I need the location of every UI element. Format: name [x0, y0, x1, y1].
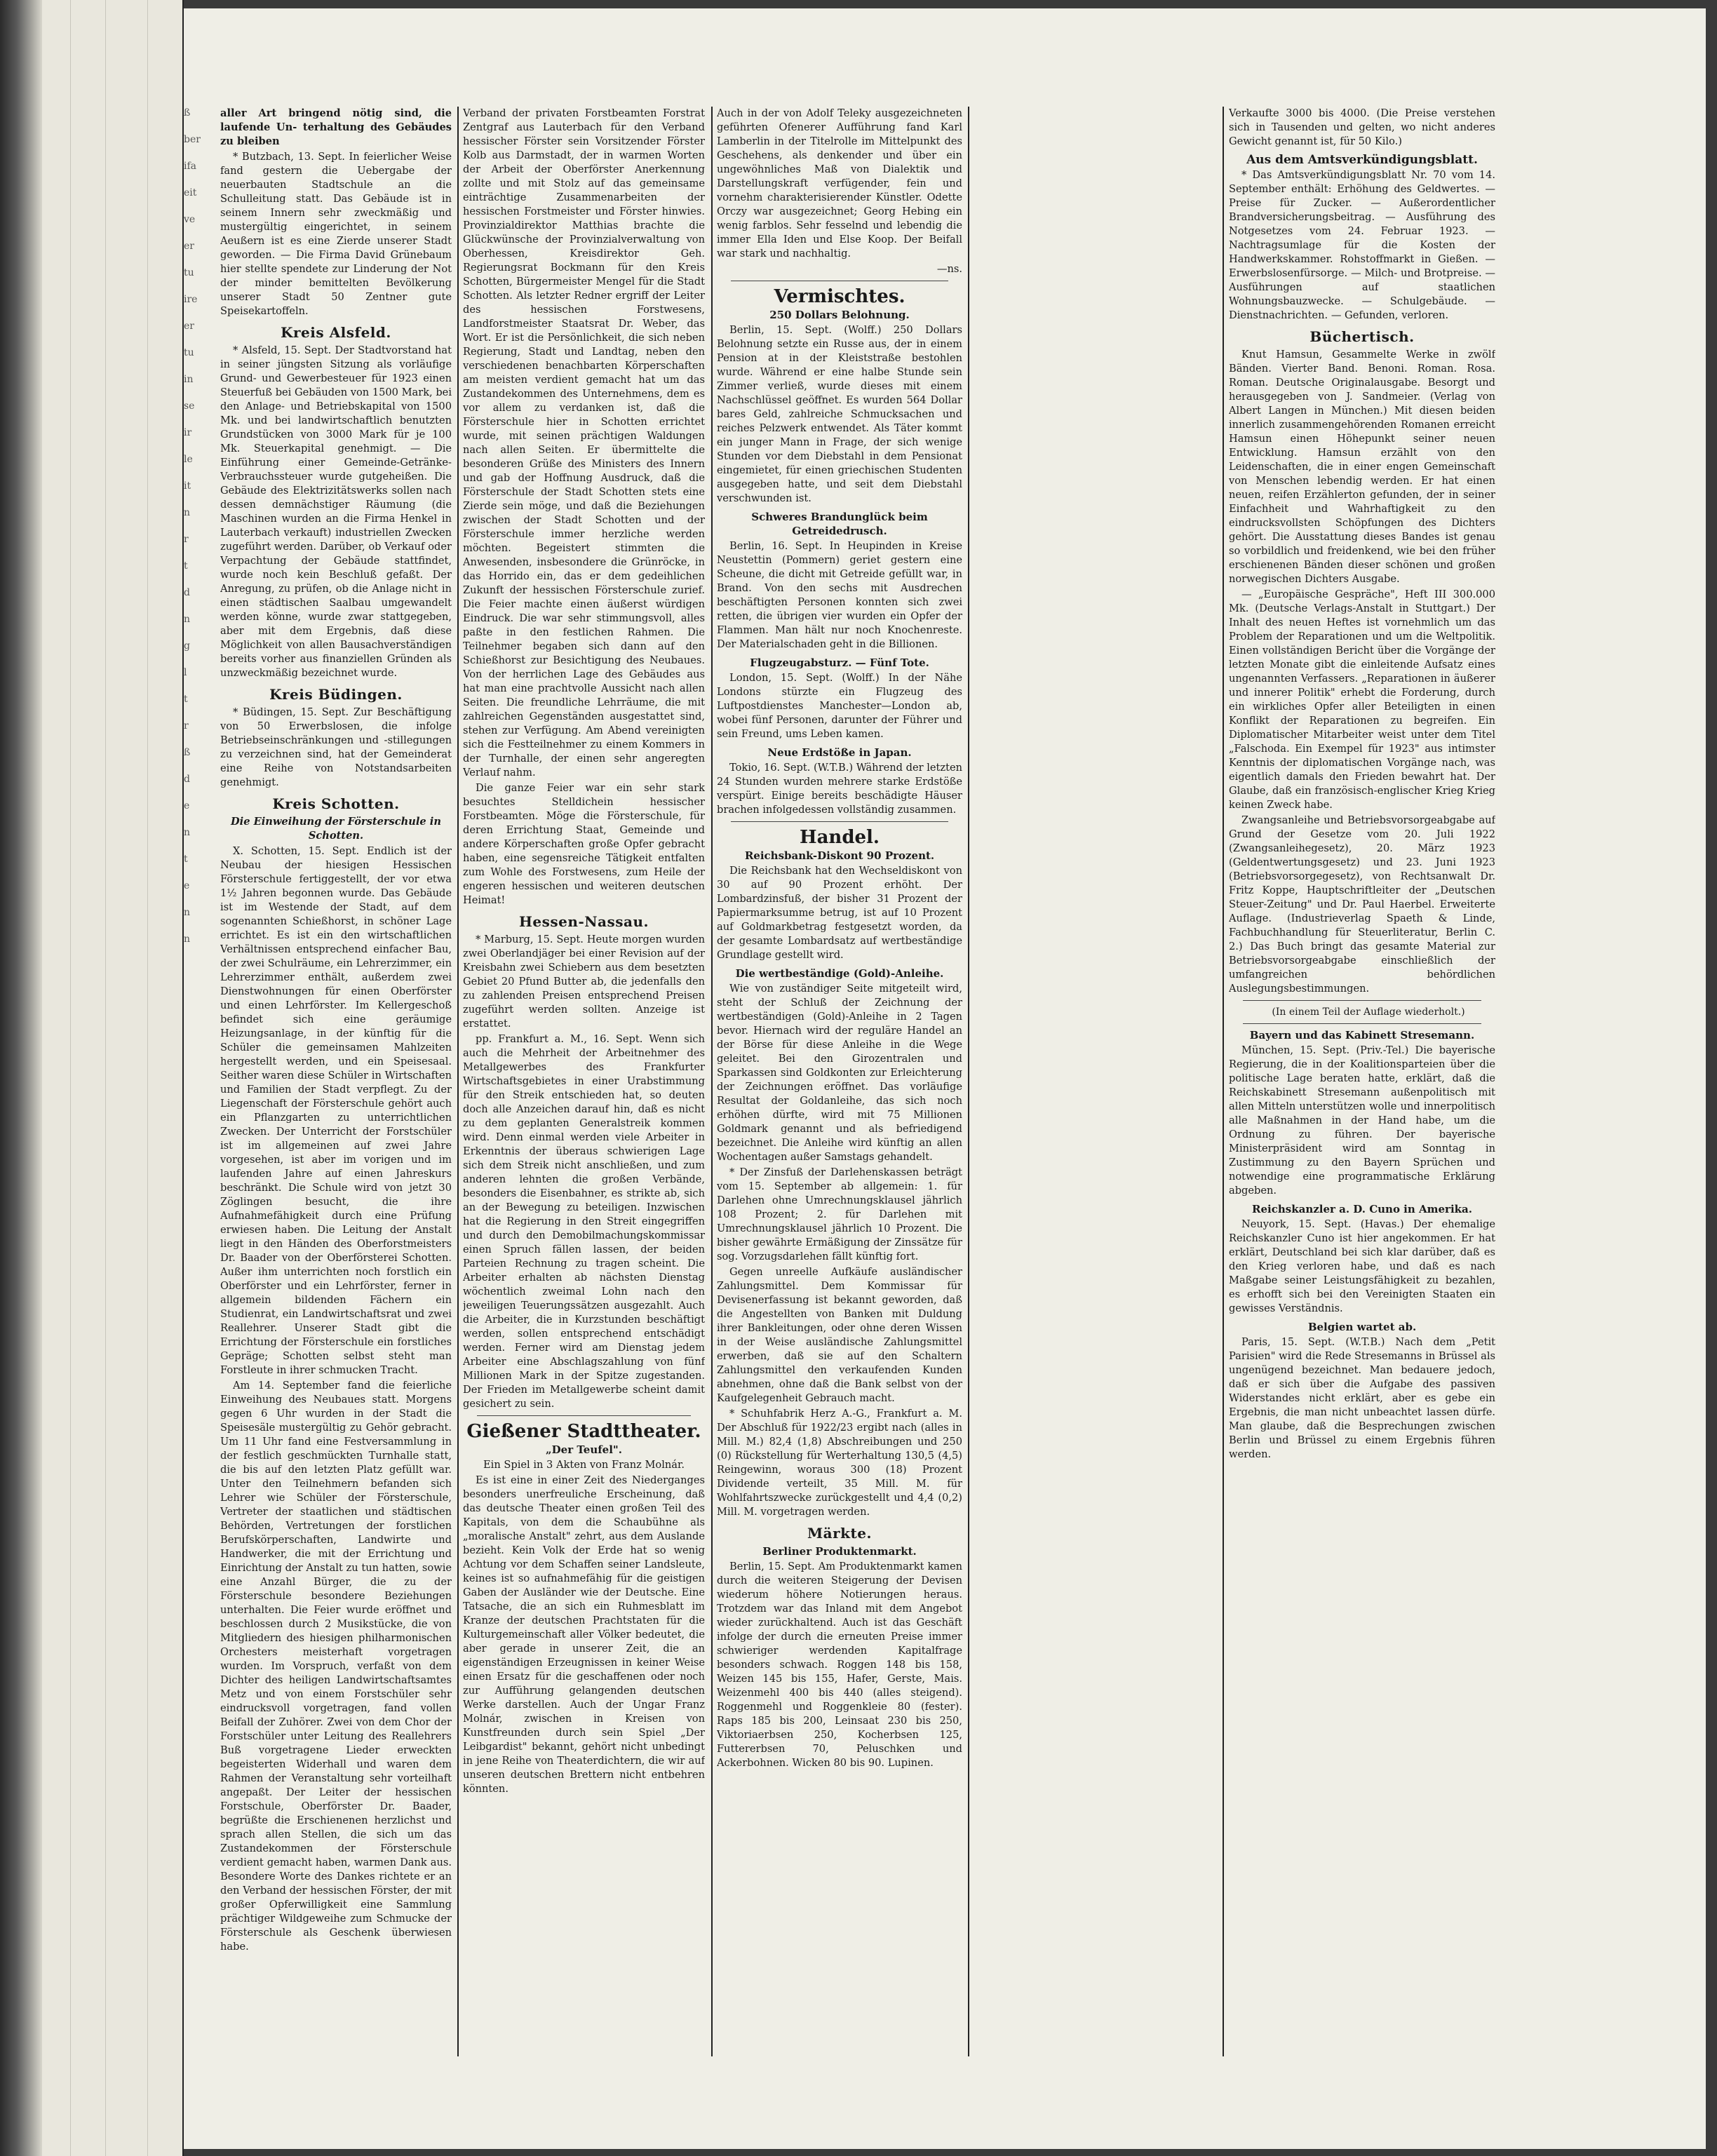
article-text: Berlin, 15. Sept. Am Produktenmarkt kamen durch die weiteren Steigerung der Devisen wiederum höhere Notierungen heraus. Trotzdem war das Inland mit dem Angebot wieder zurückhaltend. Auch ist das Geschäft infolge der durch die erneuten Preise immer schwieriger werdenden Kapitalfrage besonders schwach. Roggen 148 bis 158, Weizen 145 bis 155, Hafer, Gerste, Mais. Weizenmehl 400 bis 440 (alles steigend). Roggenmehl und Roggenkleie 80 (fester). Raps 185 bis 200, Leinsaat 230 bis 250, Viktoriaerbsen 250, Kocherbsen 125, Futtererbsen 70, Peluschken und Ackerbohnen. Wicken 80 bis 90. Lupinen.: [717, 1561, 962, 1769]
edge-letter: e: [184, 880, 190, 891]
section-heading: Märkte.: [807, 1525, 872, 1542]
article-text: pp. Frankfurt a. M., 16. Sept. Wenn sich auch die Mehrheit der Arbeitnehmer des Metallgewerbes des Frankfurter Wirtschaftsgebietes in einer Urabstimmung für den Streik entschieden hat, so deuten doch alle Anzeichen darauf hin, daß es nicht zu dem geplanten Generalstreik kommen wird. Denn einmal werden viele Arbeiter in Erkenntnis der überaus schwierigen Lage sich dem Streik nicht anschließen, und zum anderen lehnten die großen Verbände, besonders die Eisenbahner, es strikte ab, sich an der Bewegung zu beteiligen. Inzwischen hat die Regierung in den Streit eingegriffen und durch den Demobilmachungskommissar einen Spruch fällen lassen, der beiden Parteien Rechnung zu tragen scheint. Die Arbeiter erhalten ab nächsten Dienstag wöchentlich zweimal Lohn nach den jeweiligen Teuerungssätzen ausgezahlt. Auch die Arbeiter, die in Kurzstunden beschäftigt werden, sollen entsprechend entschädigt werden. Ferner wird am Dienstag jedem Arbeiter eine Abschlagszahlung von fünf Millionen Mark in der Spitze zugestanden. Der Frieden im Metallgewerbe scheint damit gesichert zu sein.: [463, 1033, 705, 1410]
edge-letter: ber: [184, 134, 201, 145]
divider: [1243, 1000, 1481, 1001]
edge-letter: tu: [184, 347, 194, 358]
article-text: Knut Hamsun, Gesammelte Werke in zwölf Bänden. Vierter Band. Benoni. Roman. Rosa. Roman. Deutsche Originalausgabe. Besorgt und herausgegeben von J. Sandmeier. (Verlag von Albert Langen in München.) Mit diesen beiden innerlich zusammengehörenden Romanen erreicht Hamsun einen Höhepunkt seiner neuen Entwicklung. Hamsun erzählt von den Leidenschaften, die in einer engen Gemeinschaft von Menschen lebendig werden. Er hat einen neuen, reifen Erzählerton gefunden, der in seiner Einfachheit und Wahrhaftigkeit zu den eindrucksvollsten Schöpfungen des Dichters gehört. Die Ausstattung dieses Bandes ist genau so vorbildlich und freidenkend, wie bei den früher erschienenen Bänden dieser schönen und großen norwegischen Dichters Ausgabe.: [1229, 349, 1495, 585]
column-4: [1229, 107, 1495, 2056]
edge-letter: g: [184, 640, 190, 652]
article-subheading: Die Einweihung der Försterschule in Schotten.: [231, 816, 441, 842]
article-text: * Das Amtsverkündigungsblatt Nr. 70 vom 14. September enthält: Erhöhung des Geldwertes. — Preise für Zucker. — Außerordentlicher Brandversicherungsbeitrag. — Ausführung des Notgesetzes vom 24. Februar 1923. — Nachtragsumlage für die Kosten der Handwerkskammer. Rohstoffmarkt in Gießen. — Erwerbslosenfürsorge. — Milch- und Brotpreise. — Ausführungen auf staatlichen Wohnungsbauzwecke. — Schulgebäude. — Dienstnachrichten. — Gefunden, verloren.: [1229, 169, 1495, 321]
divider: [731, 821, 948, 822]
article-text: * Schuhfabrik Herz A.-G., Frankfurt a. M. Der Abschluß für 1922/23 ergibt nach (alles in Mill. M.) 82,4 (1,8) Abschreibungen und 250 (0) Rückstellung für Werterhaltung 130,5 (4,5) Reingewinn, woraus 300 (18) Prozent Dividende verteilt, 35 Mill. M. für Wohlfahrtszwecke zurückgestellt und 4,4 (0,2) Mill. M. vorgetragen werden.: [717, 1408, 962, 1518]
edge-letter: er: [184, 241, 194, 252]
section-heading: Aus dem Amtsverkündigungsblatt.: [1246, 153, 1478, 167]
article-subheading: Flugzeugabsturz. — Fünf Tote.: [750, 656, 929, 669]
edge-letter: er: [184, 321, 194, 332]
edge-letter: ve: [184, 214, 196, 225]
section-heading: Büchertisch.: [1309, 328, 1415, 345]
edge-letter: le: [184, 454, 193, 465]
scanner-frame-left: [0, 0, 42, 2156]
edge-letter: t: [184, 854, 188, 865]
article-subheading: Reichskanzler a. D. Cuno in Amerika.: [1252, 1203, 1472, 1215]
article-subheading: Die wertbeständige (Gold)-Anleihe.: [735, 967, 944, 980]
article-text: aller Art bringend nötig sind, die laufende Un- terhaltung des Gebäudes zu bleiben: [220, 107, 452, 147]
article-text: Wie von zuständiger Seite mitgeteilt wird, steht der Schluß der Zeichnung der wertbeständigen (Gold)-Anleihe in 2 Tagen bevor. Hiernach wird der reguläre Handel an der Börse für diese Anleihe in die Wege geleitet. Bei den Girozentralen und Sparkassen sind Goldkonten zur Erleichterung der Zeichnungen eröffnet. Das vorläufige Resultat der Goldanleihe, das sich noch erhöhen dürfte, wird mit 75 Millionen Goldmark genannt und als befriedigend bezeichnet. Die Anleihe wird künftig an allen Wochentagen außer Samstags gehandelt.: [717, 983, 962, 1163]
column-rule: [711, 107, 713, 2056]
article-text: München, 15. Sept. (Priv.-Tel.) Die bayerische Regierung, die in der Koalitionsparteien über die politische Lage beraten hatte, erklärt, daß die Reichskabinett Stresemann außenpolitisch mit allen Mitteln unterstützen wolle und innerpolitisch alle Maßnahmen in der Hand habe, um die Ordnung zu führen. Der bayerische Ministerpräsident wird am Sonntag in Zustimmung zu den Bayern Sprüchen und notwendige eine programmatische Erklärung abgeben.: [1229, 1044, 1495, 1197]
article-text: Die Reichsbank hat den Wechseldiskont von 30 auf 90 Prozent erhöht. Der Lombardzinsfuß, der bisher 31 Prozent der Papiermarksumme betrug, ist auf 10 Prozent auf Goldmarkbetrag festgesetzt worden, da der gesamte Lombardsatz auf wertbeständige Grundlage gestellt wird.: [717, 865, 962, 961]
article-text: Verband der privaten Forstbeamten Forstrat Zentgraf aus Lauterbach für den Verband hessischer Förster sein Vorsitzender Förster Kolb aus Darmstadt, der in warmen Worten der Arbeit der Oberförster Anerkennung zollte und mit Stolz auf das gemeinsame einträchtige Zusammenarbeiten der hessischen Forstmeister und Förster hinwies. Provinzialdirektor Matthias brachte die Glückwünsche der Provinzialverwaltung von Oberhessen, Kreisdirektor Geh. Regierungsrat Bockmann für den Kreis Schotten, Bürgermeister Mengel für die Stadt Schotten. Als letzter Redner ergriff der Leiter des hessischen Forstwesens, Landforstmeister Staatsrat Dr. Weber, das Wort. Er ist die Persönlichkeit, die sich neben Regierung, Stadt und Landtag, neben den verschiedenen benachbarten Körperschaften am meisten verdient gemacht hat um das Zustandekommen des Unternehmens, dem es vor allem zu verdanken ist, daß die Försterschule hier in Schotten errichtet wurde, mit seinen prächtigen Waldungen nach allen Seiten. Er übermittelte die besonderen Grüße des Ministers des Innern und gab der Hoffnung Ausdruck, daß die Försterschule der Stadt Schotten stets eine Zierde sein möge, und daß die Beziehungen zwischen der Stadt Schotten und der Försterschule immer herzliche werden möchten. Begeistert stimmten die Anwesenden, insbesondere die Grünröcke, in das Horrido ein, das er dem gedeihlichen Zukunft der hessischen Försterschule zurief. Die Feier machte einen äußerst würdigen Eindruck. Die war sehr stimmungsvoll, alles paßte in den festlichen Rahmen. Die Teilnehmer begaben sich dann auf den Schießhorst zur Besichtigung des Neubaues. Von der herrlichen Lage des Gebäudes aus hat man eine prachtvolle Aussicht nach allen Seiten. Die freundliche Lehrräume, die mit zahlreichen Gegenständen ausgestattet sind, stehen zur Verfügung. Am Abend vereinigten sich die Festteilnehmer zu einem Kommers in der Turnhalle, der einen sehr angeregten Verlauf nahm.: [463, 107, 705, 779]
edge-letter: d: [184, 587, 190, 598]
edge-letter: in: [184, 374, 194, 385]
article-text: * Marburg, 15. Sept. Heute morgen wurden zwei Oberlandjäger bei einer Revision auf der Kreisbahn zwei Schiebern aus dem besetzten Gebiet 20 Pfund Butter ab, die jedenfalls den zu zahlenden Preisen entsprechend Preisen zugeführt werden sollten. Anzeige ist erstattet.: [463, 934, 705, 1030]
edge-letter: ir: [184, 427, 192, 438]
edge-letter: d: [184, 774, 190, 785]
edge-letter: ß: [184, 747, 191, 758]
section-heading: Kreis Schotten.: [272, 795, 400, 812]
article-text: Auch in der von Adolf Teleky ausgezeichneten geführten Ofenerer Aufführung fand Karl Lamberlin in der Titelrolle im Mittelpunkt des Geschehens, als denkender und über ein ungewöhnliches Maß von Dialektik und Darstellungskraft verfügender, fein und vornehm charakterisierender Künstler. Odette Orczy war ausgezeichnet; Georg Hebing ein wenig farblos. Sehr fesselnd und lebendig die immer Ella Iden und Else Koop. Der Beifall war stark und nachhaltig.: [717, 107, 962, 260]
play-title: „Der Teufel".: [546, 1443, 622, 1456]
article-text: Am 14. September fand die feierliche Einweihung des Neubaues statt. Morgens gegen 6 Uhr wurden in der Stadt die Speisesäle mustergültig zu Gehör gebracht. Um 11 Uhr fand eine Festversammlung in der festlich geschmückten Turnhalle statt, die bis auf den letzten Platz gefüllt war. Unter den Teilnehmern befanden sich Lehrer wie Schüler der Försterschule, Vertreter der staatlichen und städtischen Behörden, Vertretungen der forstlichen Berufskörperschaften, Landwirte und Handwerker, die mit der Errichtung und Einrichtung der Anstalt zu tun hatten, sowie eine Anzahl Bürger, die zu der Försterschule besondere Beziehungen unterhalten. Die Feier wurde eröffnet und beschlossen durch 2 Musikstücke, die von Mitgliedern des hiesigen philharmonischen Orchesters meisterhaft vorgetragen wurden. Im Vorspruch, verfaßt von dem Dichter des heiligen Landwirtschaftsamtes Metz und von einem Forstschüler sehr eindrucksvoll vorgetragen, fand vollen Beifall der Zuhörer. Zwei von dem Chor der Forstschüler unter Leitung des Reallehrers Buß vorgetragene Lieder erweckten begeisterten Widerhall und waren dem Rahmen der Veranstaltung sehr vorteilhaft angepaßt. Der Leiter der hessischen Forstschule, Oberförster Dr. Baader, begrüßte die Erschienenen herzlichst und sprach allen Stellen, die sich um das Zustandekommen der Försterschule verdient gemacht haben, warmen Dank aus. Besondere Worte des Dankes richtete er an den Verband der hessischen Förster, der mit großer Opferwilligkeit eine Sammlung prächtiger Wildgeweihe zum Schmucke der Försterschule als Geschenk überwiesen habe.: [220, 1380, 452, 1953]
article-text: Die ganze Feier war ein sehr stark besuchtes Stelldichein hessischer Forstbeamten. Möge die Försterschule, für deren Errichtung Staat, Gemeinde und andere Körperschaften große Opfer gebracht haben, eine segensreiche Tätigkeit entfalten zum Wohle des Forstwesens, zum Heile der engeren hessischen und weiteren deutschen Heimat!: [463, 782, 705, 906]
section-heading: Kreis Alsfeld.: [281, 324, 391, 341]
edge-letter: n: [184, 827, 191, 838]
edge-letter: eit: [184, 187, 197, 198]
article-text: Verkaufte 3000 bis 4000. (Die Preise verstehen sich in Tausenden und gelten, wo nicht anderes Gewicht genannt ist, für 50 Kilo.): [1229, 107, 1495, 147]
section-heading: Handel.: [800, 827, 880, 848]
article-subheading: 250 Dollars Belohnung.: [769, 309, 910, 321]
edge-letter: t: [184, 560, 188, 572]
edge-letter: it: [184, 480, 191, 492]
newspaper-page: [184, 8, 1706, 2149]
article-text: Paris, 15. Sept. (W.T.B.) Nach dem „Petit Parisien" wird die Rede Stresemanns in Brüssel als ungenügend bezeichnet. Man bedauere jedoch, daß er sich über die Aufgabe des passiven Widerstandes nicht erklärt, aber es gebe ein Ergebnis, die man nicht unbeachtet lassen dürfe. Man glaube, daß die Besprechungen zwischen Berlin und Brüssel zu einem Ergebnis führen werden.: [1229, 1336, 1495, 1460]
article-subheading: Neue Erdstöße in Japan.: [767, 746, 912, 759]
edge-letter: n: [184, 907, 191, 918]
edge-letter: l: [184, 667, 187, 678]
scanner-frame-right: [1706, 0, 1717, 2156]
edge-letter: se: [184, 400, 195, 412]
edge-letter: ß: [184, 107, 191, 119]
article-subheading: Berliner Produktenmarkt.: [762, 1545, 917, 1558]
article-subheading: Bayern und das Kabinett Stresemann.: [1249, 1029, 1475, 1042]
article-text: Zwangsanleihe und Betriebsvorsorgeabgabe auf Grund der Gesetze vom 20. Juli 1922 (Zwangsanleihegesetz), 20. März 1923 (Geldentwertungsgesetz) und 23. Juni 1923 (Betriebsvorsorgegesetz), von Rechtsanwalt Dr. Fritz Koppe, Hauptschriftleiter der „Deutschen Steuer-Zeitung" und Dr. Paul Haerbel. Erweiterte Auflage. (Industrieverlag Spaeth & Linde, Fachbuchhandlung für Steuerliteratur, Berlin C. 2.) Das Buch bringt das gesamte Material zur Betriebsvorsorgeabgabe einschließlich der umfangreichen behördlichen Auslegungsbestimmungen.: [1229, 814, 1495, 995]
section-heading: Hessen-Nassau.: [519, 913, 649, 930]
article-subheading: Schweres Brandunglück beim Getreidedrusch.: [751, 511, 928, 537]
edge-letter: t: [184, 694, 188, 705]
theater-heading: Gießener Stadttheater.: [466, 1421, 701, 1442]
article-text: * Alsfeld, 15. Sept. Der Stadtvorstand hat in seiner jüngsten Sitzung als vorläufige Grund- und Gewerbesteuer für 1923 einen Steuerfuß bei Gebäuden von 1500 Mark, bei den Anlage- und Betriebskapital von 1500 Mk. und bei landwirtschaftlich benutzten Grundstücken von 3000 Mark für je 100 Mk. Steuerkapital genehmigt. — Die Einführung einer Gemeinde-Getränke-Verbrauchssteuer wurde gutgeheißen. Die Gebäude des Elektrizitätswerks sollen nach dessen demnächstiger Räumung (die Maschinen wurden an die Firma Henkel in Lauterbach verkauft) industriellen Zwecken zugeführt werden. Darüber, ob Verkauf oder Verpachtung der Gebäude stattfindet, wurde noch kein Beschluß gefaßt. Der Anregung, zu prüfen, ob die Anlage nicht in einen städtischen Saalbau umgewandelt werden könne, wurde zwar stattgegeben, aber mit dem Ergebnis, daß diese Möglichkeit von allen Bausachverständigen bereits vorher aus finanziellen Gründen als unzweckmäßig bezeichnet wurde.: [220, 344, 452, 679]
facing-page-edge: [42, 0, 184, 2156]
article-text: Es ist eine in einer Zeit des Niederganges besonders unerfreuliche Erscheinung, daß das deutsche Theater einen großen Teil des Kapitals, von dem die Schaubühne als „moralische Anstalt" zehrt, aus dem Auslande bezieht. Kein Volk der Erde hat so wenig Achtung vor dem Schaffen seiner Landsleute, keines ist so aufnahmefähig für die geistigen Gaben der Ausländer wie der Deutsche. Eine Tatsache, die an sich ein Ruhmesblatt im Kranze der deutschen Prachtstaten für die Kulturgemeinschaft aller Völker bedeutet, die aber gerade in unserer Zeit, die an eigenständigen Erzeugnissen in keiner Weise einen Ersatz für die geschaffenen oder noch zur Aufführung gelangenden deutschen Werke darstellen. Auch der Ungar Franz Molnár, zwischen in Kreisen von Kunstfreunden durch sein Spiel „Der Leibgardist" bekannt, gehört nicht unbedingt in jene Reihe von Theaterdichtern, die wir auf unseren deutschen Brettern nicht entbehren könnten.: [463, 1474, 705, 1795]
edge-letter: n: [184, 614, 191, 625]
column-2: [463, 107, 705, 2056]
article-text: X. Schotten, 15. Sept. Endlich ist der Neubau der hiesigen Hessischen Försterschule fertiggestellt, der vor etwa 1½ Jahren begonnen wurde. Das Gebäude ist im Westende der Stadt, auf dem sogenannten Schießhorst, in schöner Lage errichtet. Es ist ein den wirtschaftlichen Verhältnissen entsprechend einfacher Bau, der zwei Schulräume, ein Lehrerzimmer, ein Lehrerzimmer enthält, außerdem zwei Dienstwohnungen für einen Oberförster und einen Lehrförster. Im Kellergeschoß befindet sich eine geräumige Heizungsanlage, in der künftig für die Schüler die gemeinsamen Mahlzeiten hergestellt werden, und ein Speisesaal. Seither waren diese Schüler in Wirtschaften und Familien der Stadt verpflegt. Zu der Liegenschaft der Försterschule gehört auch ein Pflanzgarten zu unterrichtlichen Zwecken. Der Unterricht der Forstschüler ist im allgemeinen auf zwei Jahre vorgesehen, ist aber im vorigen und im laufenden Jahre auf einen Jahreskurs beschränkt. Die Schule wird von jetzt 30 Zöglingen besucht, die ihre Aufnahmefähigkeit durch eine Prüfung erwiesen haben. Die Leitung der Anstalt liegt in den Händen des Oberforstmeisters Dr. Baader von der Oberförsterei Schotten. Außer ihm unterrichten noch forstlich ein Oberförster und ein Lehrförster, ferner in allgemein bildenden Fächern ein Studienrat, ein Landwirtschaftsrat und zwei Reallehrer. Unserer Stadt gibt die Errichtung der Försterschule ein forstliches Gepräge; Schotten selbst steht man Forstleute in ihrer schmucken Tracht.: [220, 845, 452, 1376]
article-text: Berlin, 16. Sept. In Heupinden in Kreise Neustettin (Pommern) geriet gestern eine Scheune, die dicht mit Getreide gefüllt war, in Brand. Von den sechs mit Ausdrechen beschäftigten Personen konnten sich zwei retten, die übrigen vier wurden ein Opfer der Flammen. Man hält nur noch Knochenreste. Der Materialschaden geht in die Billionen.: [717, 540, 962, 650]
column-rule: [1223, 107, 1224, 2056]
edge-letter: ire: [184, 294, 198, 305]
edge-letter: e: [184, 800, 190, 811]
article-text: * Büdingen, 15. Sept. Zur Beschäftigung von 50 Erwerbslosen, die infolge Betriebseinschränkungen und -stillegungen zu verzeichnen sind, hat der Gemeinderat eine Reihe von Notstandsarbeiten genehmigt.: [220, 706, 452, 788]
article-text: Neuyork, 15. Sept. (Havas.) Der ehemalige Reichskanzler Cuno ist hier angekommen. Er hat erklärt, Deutschland bei sich klar darüber, daß es den Krieg verloren habe, und daß es nach Maßgabe seiner Leistungsfähigkeit zu bezahlen, es erhofft sich bei den Vereinigten Staaten ein gewisses Verständnis.: [1229, 1218, 1495, 1314]
article-text: Gegen unreelle Aufkäufe ausländischer Zahlungsmittel. Dem Kommissar für Devisenerfassung ist bekannt geworden, daß die Angestellten von Banken mit Duldung ihrer Bankleitungen, oder ohne deren Wissen in der Weise ausländische Zahlungsmittel erwerben, daß sie auf den Schaltern Zahlungsmittel den verkaufenden Kunden abnehmen, ohne daß die Bank selbst von der Kaufgelegenheit Gebrauch macht.: [717, 1266, 962, 1404]
section-heading: Kreis Büdingen.: [269, 686, 403, 703]
column-3: [717, 107, 962, 2056]
signature: —ns.: [936, 263, 962, 275]
edition-note: (In einem Teil der Auflage wiederholt.): [1272, 1006, 1465, 1018]
edge-letter: ifa: [184, 161, 197, 172]
column-rule: [968, 107, 969, 2056]
section-heading: Vermischtes.: [774, 286, 905, 307]
divider: [1243, 1023, 1481, 1024]
article-text: * Der Zinsfuß der Darlehenskassen beträgt vom 15. September ab allgemein: 1. für Darlehen ohne Umrechnungsklausel jährlich 108 Prozent; 2. für Darlehen mit Umrechnungsklausel jährlich 10 Prozent. Die bisher gewährte Ermäßigung der Zinssätze für sog. Vorzugsdarlehen fällt künftig fort.: [717, 1166, 962, 1262]
column-1: [220, 107, 452, 2056]
article-text: London, 15. Sept. (Wolff.) In der Nähe Londons stürzte ein Flugzeug des Luftpostdienstes Manchester—London ab, wobei fünf Personen, darunter der Führer und sein Freund, ums Leben kamen.: [717, 672, 962, 740]
article-subheading: Reichsbank-Diskont 90 Prozent.: [744, 849, 935, 862]
facing-page-letter-strip: [184, 100, 209, 2077]
article-text: * Butzbach, 13. Sept. In feierlicher Weise fand gestern die Uebergabe der neuerbauten Stadtschule an die Schulleitung statt. Das Gebäude ist in seinem Innern sehr zweckmäßig und mustergültig eingerichtet, in seinem Aeußern ist es eine Zierde unserer Stadt geworden. — Die Firma David Grünebaum hier stellte spendete zur Linderung der Not der minder bemittelten Bevölkerung unserer Stadt 50 Zentner gute Speisekartoffeln.: [220, 151, 452, 317]
article-subheading: Belgien wartet ab.: [1307, 1321, 1417, 1333]
edge-letter: tu: [184, 267, 194, 278]
edge-letter: r: [184, 534, 189, 545]
article-text: — „Europäische Gespräche", Heft III 300.000 Mk. (Deutsche Verlags-Anstalt in Stuttgart.) Der Inhalt des neuen Heftes ist vornehmlich um das Problem der Reparationen und um die Weltpolitik. Einen vollständigen Bericht über die Vorgänge der letzten Monate gibt die einleitende Aufsatz eines ungenannten Verfassers. „Reparationen in äußerer und innerer Politik" erhebt die Forderung, durch ein wirkliches Opfer aller Beteiligten in einen Konflikt der Reparationen zu begreifen. Ein Diplomatischer Mitarbeiter weist unter dem Titel „Falschoda. Ein Exempel für 1923" aus intimster Kenntnis der diplomatischen Vorgänge nach, was eigentlich damals den Frieden bewahrt hat. Der Glaube, daß ein französisch-englischer Krieg Krieg keinen Zweck habe.: [1229, 588, 1495, 811]
divider: [477, 1415, 691, 1416]
article-text: Berlin, 15. Sept. (Wolff.) 250 Dollars Belohnung setzte ein Russe aus, der in einem Pension at in der Kleiststraße bestohlen wurde. Während er eine halbe Stunde sein Zimmer verließ, wurde dieses mit einem Nachschlüssel geöffnet. Es wurden 564 Dollar bares Geld, zahlreiche Schmucksachen und reiches Pelzwerk entwendet. Als Täter kommt ein junger Mann in Frage, der sich wenige Stunden vor dem Diebstahl in dem Pensionat eingemietet, für einen griechischen Studenten ausgegeben hatte, und seit dem Diebstahl verschwunden ist.: [717, 324, 962, 504]
article-text: Ein Spiel in 3 Akten von Franz Molnár.: [483, 1459, 685, 1471]
edge-letter: n: [184, 507, 191, 518]
article-text: Tokio, 16. Sept. (W.T.B.) Während der letzten 24 Stunden wurden mehrere starke Erdstöße verspürt. Einige bereits beschädigte Häuser brachen infolgedessen vollständig zusammen.: [717, 762, 962, 816]
edge-letter: n: [184, 934, 191, 945]
edge-letter: r: [184, 720, 189, 732]
column-rule: [457, 107, 459, 2056]
